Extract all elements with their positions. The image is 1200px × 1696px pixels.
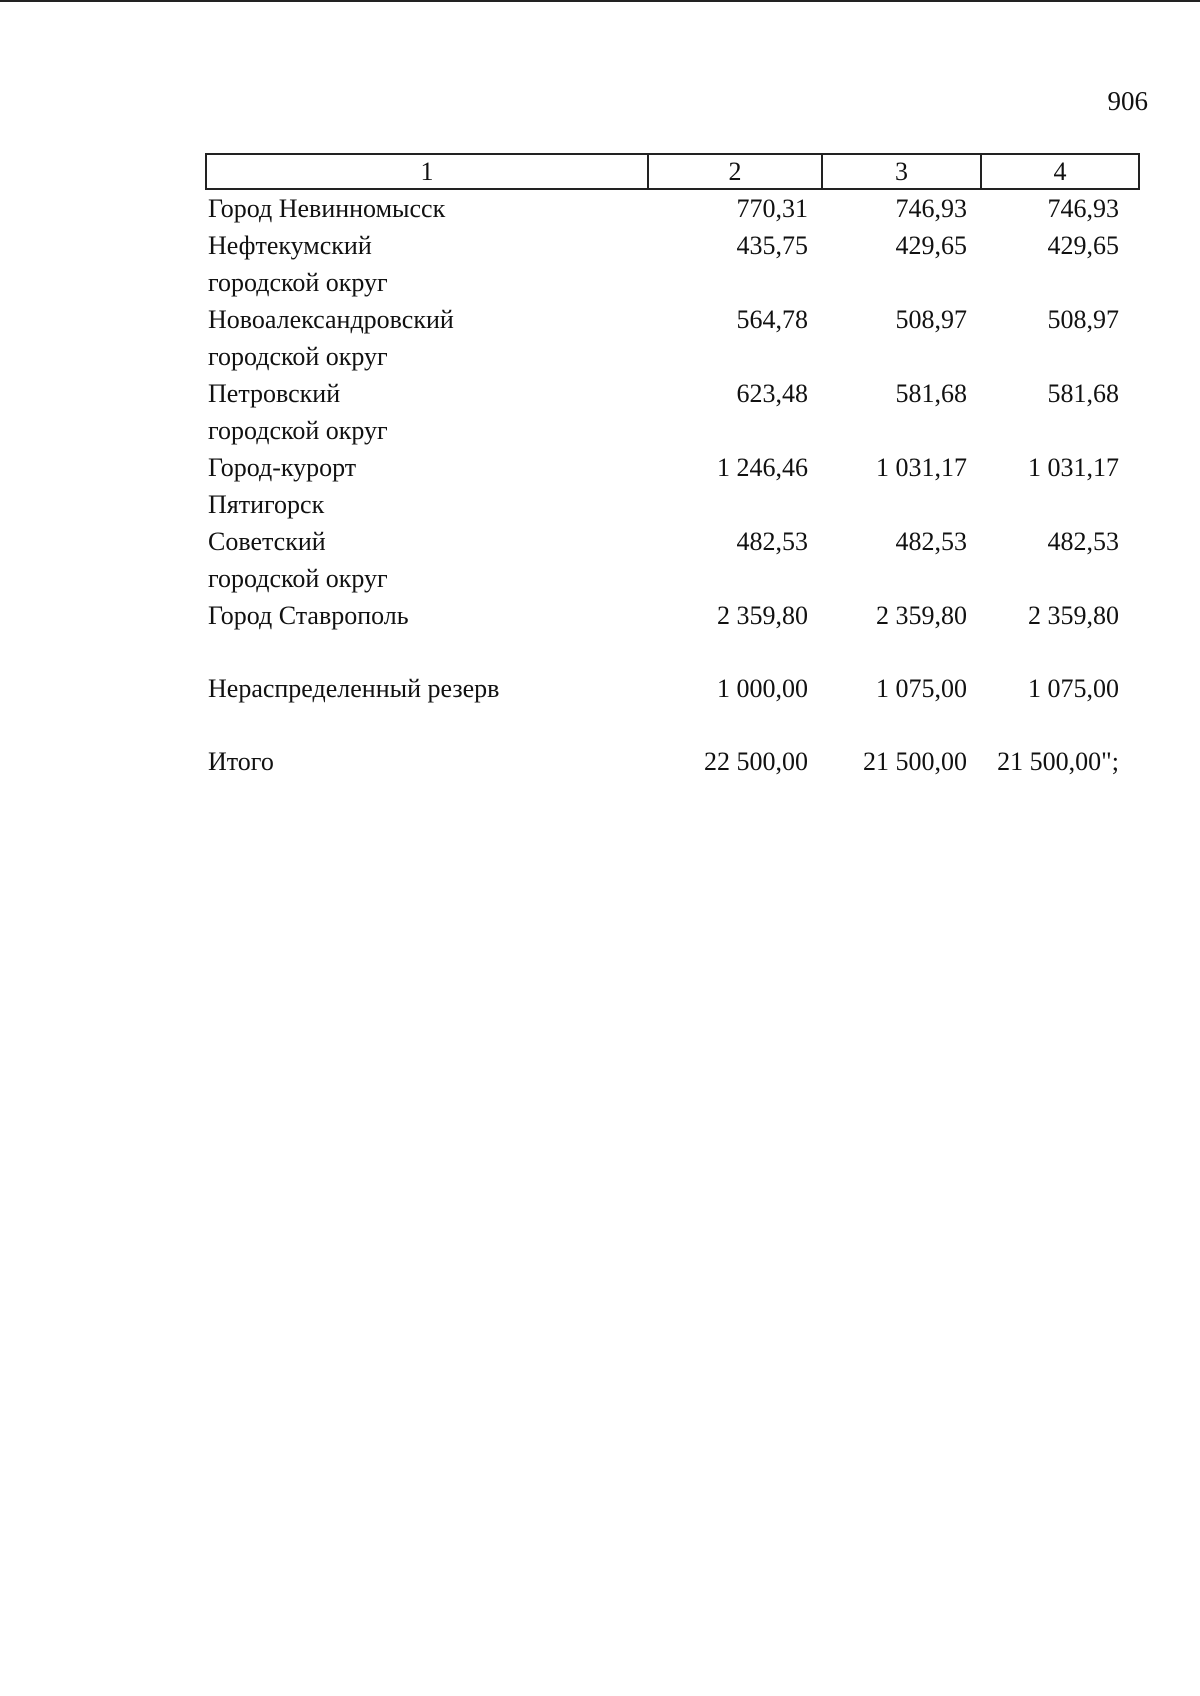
row-value-col-3: 482,53 [895, 527, 967, 556]
row-value-col-4: 1 031,17 [1028, 453, 1119, 482]
row-value-col-2: 564,78 [736, 305, 808, 334]
row-value-col-4: 21 500,00"; [997, 747, 1119, 776]
row-name [205, 190, 647, 227]
row-value-col-3: 21 500,00 [863, 747, 967, 776]
table-row [205, 597, 1140, 634]
row-value-col-2: 770,31 [736, 194, 808, 223]
row-name-line: Новоалександровский [208, 305, 454, 334]
row-name-line: Нефтекумский [208, 231, 372, 260]
table-row [205, 301, 1140, 375]
row-name-line: Город Ставрополь [208, 601, 409, 630]
table-row [205, 375, 1140, 449]
row-value-col-3: 746,93 [895, 194, 967, 223]
page-number: 906 [1107, 86, 1148, 116]
row-name [205, 670, 647, 707]
row-value-col-2: 435,75 [736, 231, 808, 260]
row-value-col-4: 482,53 [1047, 527, 1119, 556]
row-name [205, 449, 647, 523]
row-name-line: Советский [208, 527, 326, 556]
table-row [205, 523, 1140, 597]
row-value-col-3: 2 359,80 [876, 601, 967, 630]
header-col-2: 2 [649, 155, 823, 188]
row-name-line: Нераспределенный резерв [208, 674, 500, 703]
row-value-col-2: 1 000,00 [717, 674, 808, 703]
row-value-col-4: 581,68 [1047, 379, 1119, 408]
row-name-line: городской округ [208, 564, 388, 593]
row-value-col-2: 1 246,46 [717, 453, 808, 482]
row-name-line: Петровский [208, 379, 341, 408]
row-name-line: Город-курорт [208, 453, 357, 482]
row-value-col-4: 2 359,80 [1028, 601, 1119, 630]
row-name-line: Пятигорск [208, 490, 325, 519]
row-value-col-2: 623,48 [736, 379, 808, 408]
row-name-line: Итого [208, 747, 274, 776]
row-name [205, 743, 647, 780]
row-name [205, 523, 647, 597]
row-value-col-4: 746,93 [1047, 194, 1119, 223]
row-name-line: Город Невинномысск [208, 194, 446, 223]
row-value-col-3: 508,97 [895, 305, 967, 334]
row-value-col-4: 429,65 [1047, 231, 1119, 260]
row-value-col-2: 2 359,80 [717, 601, 808, 630]
row-name [205, 375, 647, 449]
row-value-col-4: 1 075,00 [1028, 674, 1119, 703]
table-header-row [205, 153, 1140, 190]
row-value-col-2: 22 500,00 [704, 747, 808, 776]
row-name-line: городской округ [208, 342, 388, 371]
row-value-col-3: 1 075,00 [876, 674, 967, 703]
table-row [205, 449, 1140, 523]
table-row [205, 227, 1140, 301]
row-name [205, 227, 647, 301]
row-value-col-3: 1 031,17 [876, 453, 967, 482]
row-value-col-3: 429,65 [895, 231, 967, 260]
table-row [205, 190, 1140, 227]
row-value-col-4: 508,97 [1047, 305, 1119, 334]
row-name-line: городской округ [208, 268, 388, 297]
header-col-3: 3 [823, 155, 982, 188]
table-row [205, 670, 1140, 707]
budget-table [205, 153, 1140, 780]
row-name-line: городской округ [208, 416, 388, 445]
row-name [205, 597, 647, 634]
header-col-4: 4 [1053, 156, 1067, 186]
row-value-col-2: 482,53 [736, 527, 808, 556]
row-value-col-3: 581,68 [895, 379, 967, 408]
header-col-1: 1 [207, 155, 649, 188]
table-row-total [205, 743, 1140, 780]
top-rule [0, 0, 1200, 2]
row-name [205, 301, 647, 375]
